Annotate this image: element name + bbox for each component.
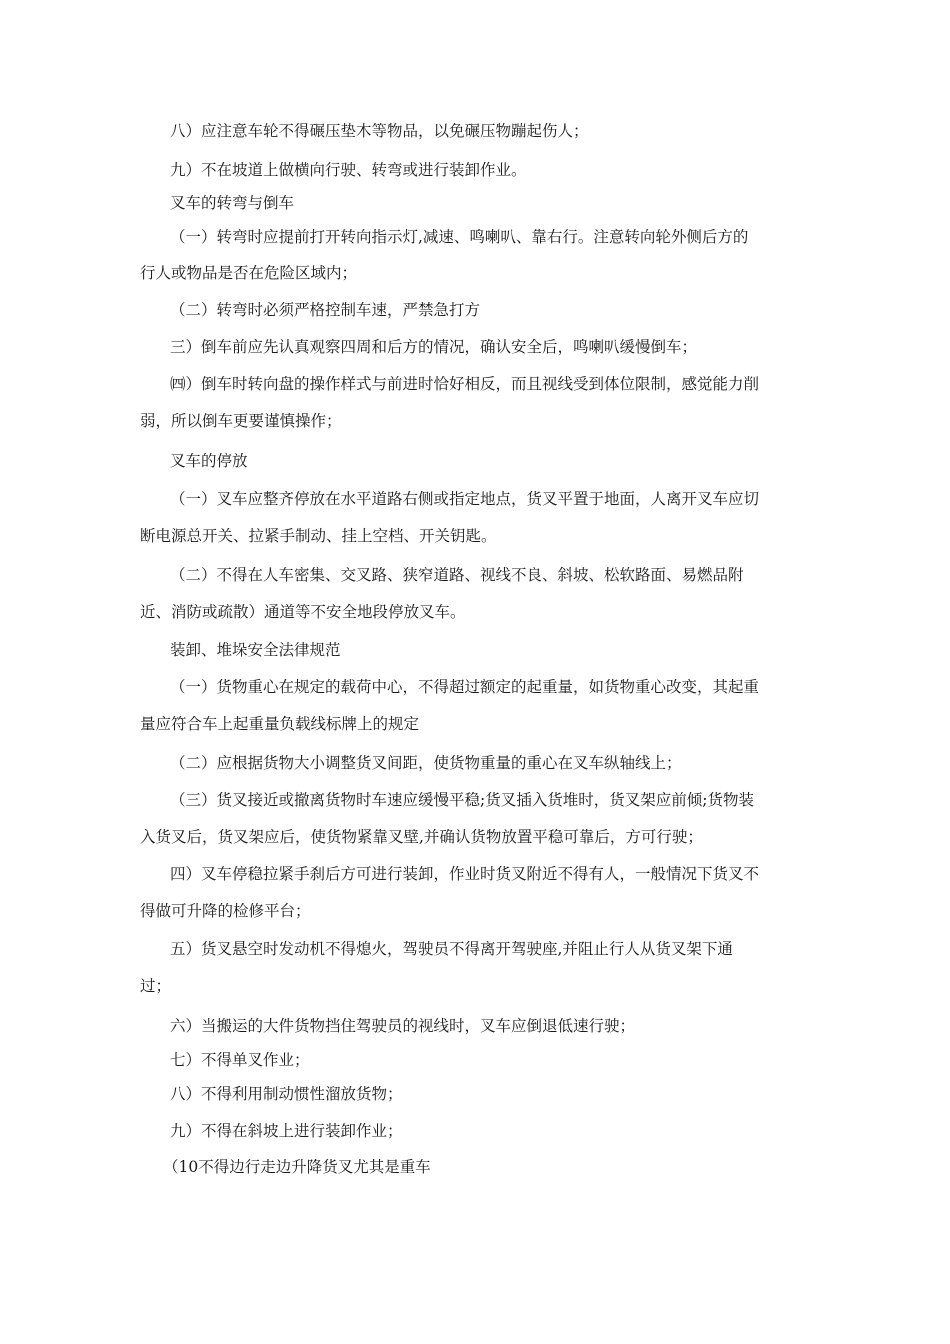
text-line: 七）不得单叉作业； (170, 1051, 310, 1069)
text-line: 六）当搬运的大件货物挡住驾驶员的视线时，叉车应倒退低速行驶； (170, 1017, 636, 1035)
text-line: （10不得边行走边升降货叉尤其是重车 (163, 1158, 431, 1176)
section-heading: 装卸、堆垛安全法律规范 (170, 641, 341, 659)
text-line: 过； (140, 977, 172, 995)
text-line: 近、消防或疏散）通道等不安全地段停放叉车。 (140, 603, 466, 621)
text-line: 五）货叉悬空时发动机不得熄火，驾驶员不得离开驾驶座,并阻止行人从货叉架下通 (170, 940, 733, 958)
text-line: 入货叉后，货叉架应后，使货物紧靠叉壁,并确认货物放置平稳可靠后，方可行驶； (140, 828, 703, 846)
text-line: （二）不得在人车密集、交叉路、狭窄道路、视线不良、斜坡、松软路面、易燃品附 (170, 566, 744, 584)
text-line: （一）叉车应整齐停放在水平道路右侧或指定地点，货叉平置于地面，人离开叉车应切 (170, 490, 760, 508)
text-line: 行人或物品是否在危险区域内； (140, 264, 358, 282)
text-line: 九）不得在斜坡上进行装卸作业； (170, 1122, 403, 1140)
text-line: 四）叉车停稳拉紧手刹后方可进行装卸，作业时货叉附近不得有人，一般情况下货叉不 (170, 865, 760, 883)
text-line: （二）转弯时必须严格控制车速，严禁急打方 (170, 301, 481, 319)
text-line: （一）转弯时应提前打开转向指示灯,减速、鸣喇叭、靠右行。注意转向轮外侧后方的 (170, 228, 749, 246)
text-line: 量应符合车上起重量负载线标牌上的规定 (140, 715, 420, 733)
section-heading: 叉车的转弯与倒车 (170, 194, 295, 212)
text-line: ㈣）倒车时转向盘的操作样式与前进时恰好相反，而且视线受到体位限制，感觉能力削 (170, 375, 760, 393)
text-line: 八）应注意车轮不得碾压垫木等物品，以免碾压物蹦起伤人； (170, 122, 589, 140)
text-line: 九）不在坡道上做横向行驶、转弯或进行装卸作业。 (170, 161, 527, 179)
text-line: （三）货叉接近或撤离货物时车速应缓慢平稳;货叉插入货堆时，货叉架应前倾;货物装 (170, 791, 754, 809)
text-line: 得做可升降的检修平台； (140, 902, 311, 920)
text-line: 断电源总开关、拉紧手制动、挂上空档、开关钥匙。 (140, 527, 497, 545)
text-line: 三）倒车前应先认真观察四周和后方的情况，确认安全后，鸣喇叭缓慢倒车； (170, 338, 698, 356)
text-line: 弱，所以倒车更要谨慎操作； (140, 412, 342, 430)
text-line: （二）应根据货物大小调整货叉间距，使货物重量的重心在叉车纵轴线上； (170, 754, 682, 772)
text-line: （一）货物重心在规定的载荷中心，不得超过额定的起重量，如货物重心改变，其起重 (170, 678, 760, 696)
section-heading: 叉车的停放 (170, 452, 248, 470)
text-line: 八）不得利用制动惯性溜放货物； (170, 1085, 403, 1103)
